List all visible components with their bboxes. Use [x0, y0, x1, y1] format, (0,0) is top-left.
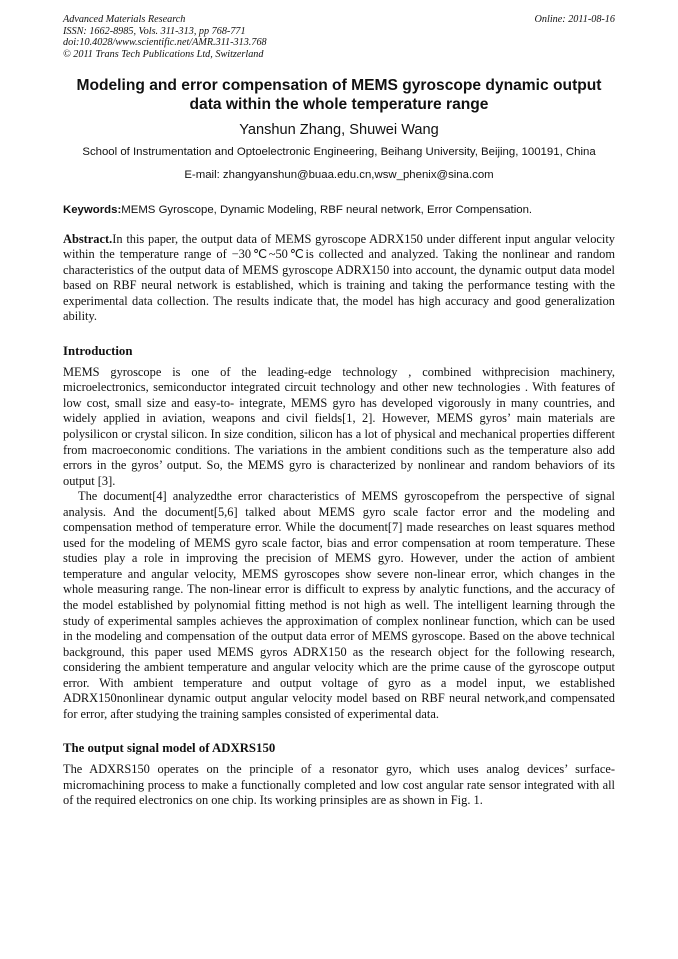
keywords-label: Keywords: — [63, 203, 122, 216]
paper-title: Modeling and error compensation of MEMS gyroscope dynamic output data within the whole temperature range — [76, 77, 602, 113]
affiliation: School of Instrumentation and Optoelectronic Engineering, Beihang University, Beijing, 100191, China — [82, 146, 596, 158]
abstract-label: Abstract. — [63, 231, 113, 246]
paper-page — [63, 14, 615, 809]
doi-line[interactable]: doi:10.4028/www.scientific.net/AMR.311-313.768 — [63, 37, 267, 48]
author-email[interactable]: E-mail: zhangyanshun@buaa.edu.cn,wsw_phenix@sina.com — [184, 168, 494, 181]
output-model-paragraph-1: The ADXRS150 operates on the principle of a resonator gyro, which uses analog devices’ surface-micromachining process to make a functionally completed and low cost angular rate sensor integrated with all of the required electronics on one chip. Its working prinsiples are as shown in Fig. 1. — [63, 762, 615, 808]
section-heading-output-signal-model: The output signal model of ADXRS150 — [63, 741, 276, 756]
abstract-text: In this paper, the output data of MEMS gyroscope ADRX150 under different input angular velocity within the temperature range of −30℃~50℃is collected and analyzed. Taking the nonlinear and random characteristics of the output data of MEMS gyroscope ADRX150 into account, the dynamic output data model based on RBF neural network is established, which is training and taking the performance testing with the experimental data collection. The results indicate that, the model has high accuracy and good generalization ability. — [63, 231, 615, 324]
paper-authors: Yanshun Zhang, Shuwei Wang — [239, 122, 439, 138]
copyright-line: © 2011 Trans Tech Publications Ltd, Switzerland — [63, 48, 264, 60]
online-date: Online: 2011-08-16 — [534, 14, 615, 25]
keywords — [63, 203, 615, 218]
section-heading-introduction: Introduction — [63, 343, 133, 358]
intro-paragraph-1: MEMS gyroscope is one of the leading-edge technology , combined withprecision machinery, microelectronics, semiconductor integrated circuit technology and other new technologies . With features of low cost, small size and easy-to- integrate, MEMS gyro has developed vigorously in many countries, and widely applied in aviation, weapons and civil fields[1, 2]. However, MEMS gyros’ main materials are polysilicon or crystal silicon. In size condition, silicon has a lot of physical and mechanical properties different from macroeconomic conditions. The variations in the ambient conditions such as the temperature also add errors in the gyros’ output. So, the MEMS gyro is characterized by nonlinear and random behaviors of its output [3]. — [63, 364, 615, 488]
issn-line: ISSN: 1662-8985, Vols. 311-313, pp 768-771 — [63, 25, 246, 37]
keywords-text: MEMS Gyroscope, Dynamic Modeling, RBF neural network, Error Compensation. — [121, 203, 533, 216]
journal-name: Advanced Materials Research — [63, 14, 186, 25]
abstract — [63, 232, 615, 325]
journal-header — [63, 14, 615, 60]
intro-paragraph-2: The document[4] analyzedthe error characteristics of MEMS gyroscopefrom the perspective of signal analysis. And the document[5,6] talked about MEMS gyro scale factor error and the modeling and compensation method of temperature error. While the document[7] made researches on least squares method used for the modeling of MEMS gyro scale factor, bias and error compensation at room temperature. These studies play a role in improving the precision of MEMS gyro. However, under the action of ambient temperature and angular velocity, MEMS gyroscopes show severe non-linear error, which changes in the whole measuring range. The non-linear error is difficult to express by analytic functions, and the accuracy of the model established by polynomial fitting method is not high as well. The intelligent learning through the study of experimental samples achieves the approximation of complex nonlinear function, which can be used in the modeling and compensation of the output data error of MEMS gyroscope. Based on the above technical background, this paper used MEMS gyros ADRX150 as the research object for the following research, considering the ambient temperature and angular velocity which are the prime cause of the gyroscope output error. With ambient temperature and output voltage of gyro as a model input, we established ADRX150nonlinear dynamic output angular velocity model based on RBF neural network,and compensated for error, after studying the training samples consisted of experimental data. — [63, 489, 615, 721]
